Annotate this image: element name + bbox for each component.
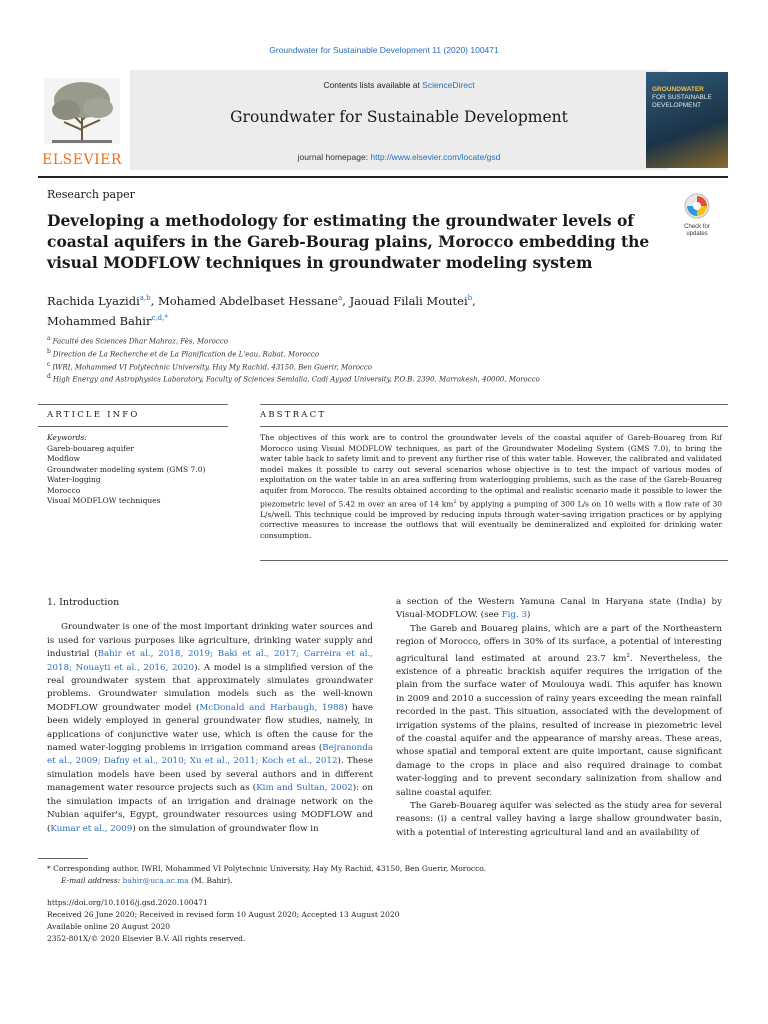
para-text: ) bbox=[527, 610, 531, 621]
article-info-rule bbox=[38, 404, 228, 405]
journal-homepage bbox=[130, 152, 668, 162]
journal-title[interactable]: Groundwater for Sustainable Development bbox=[230, 108, 568, 126]
affiliations bbox=[47, 334, 667, 385]
received-dates: Received 26 June 2020; Received in revised form 10 August 2020; Accepted 13 August 2020 bbox=[47, 910, 400, 919]
affiliation-label: a bbox=[47, 335, 51, 342]
citation-link[interactable]: Kim and Sultan, 2002 bbox=[256, 783, 353, 794]
affiliation-text: Faculté des Sciences Dhar Mahraz, Fès, Morocco bbox=[52, 337, 228, 346]
cover-title bbox=[652, 86, 712, 110]
affiliation-item bbox=[47, 360, 667, 373]
author-sep: , bbox=[342, 293, 350, 308]
author-name[interactable]: Jaouad Filali Moutei bbox=[349, 293, 468, 308]
sciencedirect-link[interactable]: ScienceDirect bbox=[422, 80, 475, 90]
abstract-bottom-rule bbox=[260, 560, 728, 561]
abstract-heading: ABSTRACT bbox=[260, 410, 327, 420]
email-label: E-mail address: bbox=[61, 876, 123, 885]
publisher-name: ELSEVIER bbox=[42, 152, 122, 168]
author-sep: , bbox=[472, 293, 476, 308]
abstract-text bbox=[260, 433, 722, 541]
journal-masthead bbox=[38, 70, 728, 172]
journal-cover-thumbnail[interactable] bbox=[646, 72, 728, 168]
intro-right-paragraph-3: The Gareb-Bouareg aquifer was selected as the study area for several reasons: (i) a central valley having a large shallow groundwater basin, with a potential of interesting agricultural land and an availability of bbox=[396, 800, 722, 838]
author-sep: , bbox=[150, 293, 158, 308]
masthead-rule bbox=[38, 176, 728, 178]
intro-right-paragraph-2 bbox=[396, 623, 722, 800]
para-text: The Gareb and Bouareg plains, which are a part of the Northeastern region of Morocco, offers in 30% of its surface, a potential of interesting agricultural land estimated at around 23.7 km bbox=[396, 623, 722, 664]
para-sup: 2 bbox=[626, 652, 630, 659]
keyword-item: Water-logging bbox=[47, 475, 101, 484]
affiliation-item bbox=[47, 372, 667, 385]
intro-left-column bbox=[47, 596, 373, 836]
masthead-box bbox=[130, 70, 668, 170]
para-text: Groundwater is one of the most important drinking water sources and is used for various purposes like agriculture, drinking water supply and industrial ( bbox=[47, 622, 373, 660]
affiliation-label: d bbox=[47, 373, 51, 381]
author-name[interactable]: Rachida Lyazidi bbox=[47, 293, 140, 308]
email-link[interactable]: bahir@uca.ac.ma bbox=[122, 876, 189, 885]
doi-link[interactable]: https://doi.org/10.1016/j.gsd.2020.100471 bbox=[47, 898, 208, 907]
keyword-item: Morocco bbox=[47, 485, 81, 495]
para-text: ): on the simulation impacts of an irrigation and drainage network on the Nubian aquifer's, Egypt, groundwater resources using MODFLOW and ( bbox=[47, 783, 373, 834]
author-affil-mark[interactable]: c,d,* bbox=[151, 313, 168, 322]
abstract-sup: 2 bbox=[453, 498, 457, 505]
keyword-item: Modflow bbox=[47, 454, 80, 463]
author-list bbox=[47, 290, 667, 330]
intro-heading: 1. Introduction bbox=[47, 597, 120, 608]
copyright-line: 2352-801X/© 2020 Elsevier B.V. All rights reserved. bbox=[47, 934, 246, 943]
check-updates-line1: Check for bbox=[684, 224, 710, 230]
author-name[interactable]: Mohamed Abdelbaset Hessane bbox=[157, 293, 339, 308]
keyword-item: Groundwater modeling system (GMS 7.0) bbox=[47, 464, 206, 474]
keyword-item: Gareb-bouareg aquifer bbox=[47, 443, 134, 453]
abstract-rule-2 bbox=[260, 426, 728, 427]
keyword-item: Visual MODFLOW techniques bbox=[47, 496, 161, 505]
author-affil-mark[interactable]: b bbox=[467, 294, 473, 302]
email-suffix: (M. Bahir). bbox=[188, 876, 233, 885]
abstract-rule bbox=[260, 404, 728, 405]
contents-prefix: Contents lists available at bbox=[323, 80, 423, 90]
homepage-prefix: journal homepage: bbox=[297, 152, 371, 162]
para-text: ). These simulation models have been used by several authors and in different management water resource projects such as ( bbox=[47, 756, 373, 794]
keywords-block bbox=[47, 433, 237, 507]
check-for-updates-badge[interactable] bbox=[672, 192, 722, 240]
email-line bbox=[61, 876, 233, 887]
contents-line bbox=[130, 80, 668, 90]
article-info-rule-2 bbox=[38, 426, 228, 427]
check-updates-icon bbox=[672, 192, 722, 220]
corresponding-author-note: * Corresponding author. IWRI, Mohammed VI Polytechnic University, Hay My Rachid, 43150, Ben Guerir, Morocco. bbox=[47, 864, 487, 873]
para-text: ) have been widely employed in general groundwater flow studies, namely, in applications of conjunctive water use, which is often the cause for the named water-logging problems in irrigation command areas ( bbox=[47, 702, 373, 754]
abstract-part2: by applying a pumping of 300 L/s on 10 wells with a flow rate of 30 L/s/well. This technique could be improved by reducing inputs through water-saving irrigation practices or by applying corrective measures to increase the outflows that will eventually be demineralized and exploited for drinking water consumption. bbox=[260, 499, 722, 540]
running-header[interactable]: Groundwater for Sustainable Development 11 (2020) 100471 bbox=[269, 45, 499, 55]
citation-link[interactable]: Kumar et al., 2009 bbox=[50, 823, 133, 834]
para-text: ) on the simulation of groundwater flow in bbox=[132, 823, 319, 834]
author-affil-mark[interactable]: a bbox=[338, 294, 343, 302]
figure-ref-link[interactable]: Fig. 3 bbox=[501, 610, 527, 621]
affiliation-text: High Energy and Astrophysics Laboratory, Faculty of Sciences Semlalia, Cadi Ayyad University, P.O.B. 2390, Marrakesh, 40000, Morocco bbox=[52, 375, 540, 384]
abstract-part1: The objectives of this work are to control the groundwater levels of the coastal aquifer of Gareb-Bouareg from Rif Morocco using Visual MODFLOW techniques, as part of the Groundwater Modeling System (GMS 7.0), to bring the water table back to safety limit and to prevent any further rise of this water table. However, the calibrated and validated model makes it possible to carry out several scenarios whose objective is to test the impact of various modes of exploitation on the water table in an area suffering from waterlogging problems, such as the case of the Gareb-Bouareg aquifer from Morocco. The results obtained according to the optimal and realistic scenario made it possible to lower the piezometric level of 5.42 m over an area of 14 km bbox=[260, 433, 722, 509]
affiliation-label: c bbox=[47, 360, 51, 368]
citation-link[interactable]: Bahir et al., 2018, 2019; Baki et al., 2017; Carreira et al., 2018; Nouayti et al., 2016, 2020 bbox=[47, 649, 373, 673]
check-updates-line2: updates bbox=[686, 231, 708, 237]
cover-line1: GROUNDWATER bbox=[652, 86, 704, 93]
footnote-rule bbox=[38, 858, 88, 859]
affiliation-text: IWRI, Mohammed VI Polytechnic University, Hay My Rachid, 43150, Ben Guerir, Morocco bbox=[52, 362, 372, 371]
cover-line3: DEVELOPMENT bbox=[652, 102, 702, 109]
affiliation-text: Direction de La Recherche et de La Planification de L'eau, Rabat, Morocco bbox=[52, 350, 320, 359]
affiliation-item bbox=[47, 334, 667, 347]
available-online: Available online 20 August 2020 bbox=[47, 922, 171, 931]
author-name[interactable]: Mohammed Bahir bbox=[47, 313, 152, 328]
citation-link[interactable]: Bejranonda et al., 2009; Dafny et al., 2010; Xu et al., 2011; Koch et al., 2012 bbox=[47, 743, 373, 767]
homepage-link[interactable]: http://www.elsevier.com/locate/gsd bbox=[370, 152, 501, 162]
article-info-heading: ARTICLE INFO bbox=[47, 410, 140, 420]
affiliation-label: b bbox=[47, 347, 51, 355]
intro-right-column bbox=[396, 596, 722, 840]
paper-title: Developing a methodology for estimating the groundwater levels of coastal aquifers in the Gareb-Bourag plains, Morocco embedding the visual MODFLOW techniques in groundwater modeling system bbox=[47, 211, 650, 272]
author-affil-mark[interactable]: a,b bbox=[139, 294, 151, 302]
citation-link[interactable]: McDonald and Harbaugh, 1988 bbox=[199, 702, 345, 713]
cover-line2: FOR SUSTAINABLE bbox=[652, 94, 712, 101]
keywords-label: Keywords: bbox=[47, 433, 87, 442]
intro-paragraph-1 bbox=[47, 621, 373, 836]
para-text: ). A model is a simplified version of the real groundwater system that approximately simulates groundwater problems. Groundwater simulation models such as the well-known MODFLOW groundwater model ( bbox=[47, 662, 373, 713]
para-text: . Nevertheless, the existence of a phreatic brackish aquifer requires the irrigation of the plain from the surface water of Moulouya wadi. This aquifer has known in 2009 and 2010 a succession of rainy years exceeding the mean rainfall recorded in the past. This situation, associated with the development of irrigation systems of the plains, resulted of increase in piezometric level of the coastal aquifer and the appearance of marshy areas. These areas, whose spatial and temporal extent are quite important, cause significant damage to the crops in place and also required drainage to combat water-logging and to prevent secondary salinization from shallow and saline coastal aquifer. bbox=[396, 653, 722, 798]
para-text: a section of the Western Yamuna Canal in Haryana state (India) by Visual-MODFLOW. (see bbox=[396, 597, 722, 621]
paper-type: Research paper bbox=[47, 188, 135, 201]
affiliation-item bbox=[47, 347, 667, 360]
elsevier-logo[interactable] bbox=[38, 72, 126, 170]
intro-right-paragraph-1 bbox=[396, 596, 722, 623]
